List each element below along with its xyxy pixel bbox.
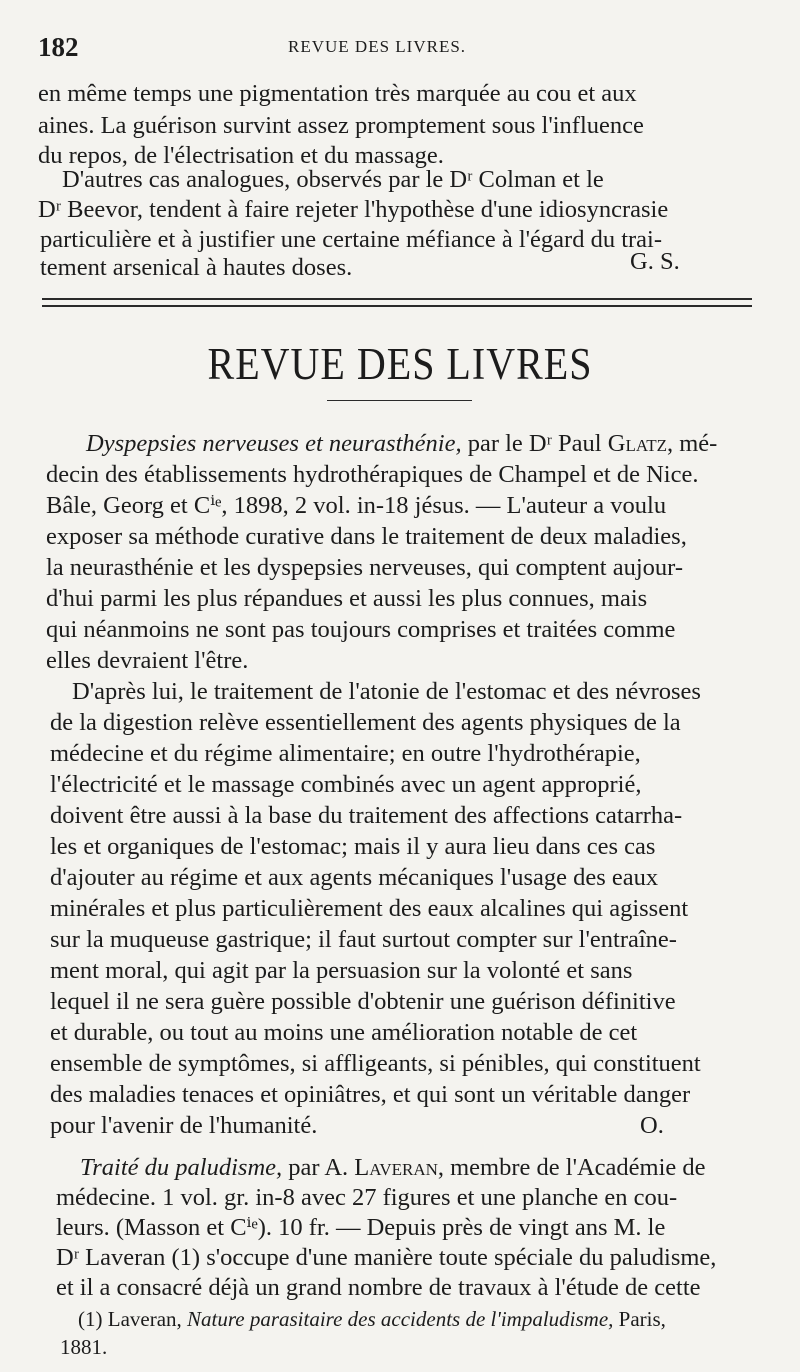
text-line: l'électricité et le massage combinés avec un agent approprié, (50, 771, 642, 798)
text-line: doivent être aussi à la base du traitement des affections catarrha- (50, 802, 683, 829)
text-line: la neurasthénie et les dyspepsies nerveuses, qui comptent aujour- (46, 554, 683, 581)
running-head (38, 30, 758, 60)
text-line: médecine. 1 vol. gr. in-8 avec 27 figures et une planche en cou- (56, 1184, 678, 1211)
text-line: D'autres cas analogues, observés par le Dʳ Colman et le (62, 166, 604, 193)
text-line: d'hui parmi les plus répandues et aussi les plus connues, mais (46, 585, 648, 612)
text-fragment: , membre de l'Académie de (437, 1154, 706, 1181)
text-line: pour l'avenir de l'humanité. (50, 1112, 318, 1139)
text-line: d'ajouter au régime et aux agents mécaniques l'usage des eaux (50, 864, 659, 891)
text-line: en même temps une pigmentation très marquée au cou et aux (38, 80, 637, 107)
text-fragment: , mé- (667, 430, 718, 457)
text-line: sur la muqueuse gastrique; il faut surtout compter sur l'entraîne- (50, 926, 677, 953)
signature: O. (640, 1112, 664, 1139)
review-heading-line (86, 428, 800, 460)
text-line: lequel il ne sera guère possible d'obtenir une guérison définitive (50, 988, 676, 1015)
signature: G. S. (630, 248, 680, 275)
text-line: Dʳ Laveran (1) s'occupe d'une manière toute spéciale du paludisme, (56, 1244, 717, 1271)
text-line: leurs. (Masson et Cⁱᵉ). 10 fr. — Depuis près de vingt ans M. le (56, 1214, 666, 1241)
review-heading-line (80, 1152, 800, 1184)
text-line: des maladies tenaces et opiniâtres, et qui sont un véritable danger (50, 1081, 691, 1108)
section-rule-bottom (42, 305, 752, 307)
text-line: minérales et plus particulièrement des eaux alcalines qui agissent (50, 895, 689, 922)
text-fragment: par A. (282, 1154, 355, 1181)
book-title: Traité du paludisme, (80, 1154, 283, 1181)
text-line: particulière et à justifier une certaine méfiance à l'égard du trai- (40, 226, 663, 253)
footnote-line: 1881. (60, 1335, 108, 1359)
title-underline (327, 400, 472, 401)
text-line: les et organiques de l'estomac; mais il y aura lieu dans ces cas (50, 833, 656, 860)
author-name: Laveran (354, 1154, 438, 1181)
text-line: de la digestion relève essentiellement des agents physiques de la (50, 709, 681, 736)
text-line: Bâle, Georg et Cⁱᵉ, 1898, 2 vol. in-18 jésus. — L'auteur a voulu (46, 492, 667, 519)
page-number: 182 (38, 32, 79, 62)
text-line: elles devraient l'être. (46, 647, 249, 674)
section-title: REVUE DES LIVRES (207, 337, 593, 390)
text-line: tement arsenical à hautes doses. (40, 254, 353, 281)
text-line: et durable, ou tout au moins une amélioration notable de cet (50, 1019, 638, 1046)
text-line: du repos, de l'électrisation et du massage. (38, 142, 444, 169)
author-name: Glatz (607, 430, 667, 457)
footnote-suffix: Paris, (613, 1307, 666, 1331)
footnote-prefix: (1) Laveran, (78, 1307, 188, 1331)
text-line: D'après lui, le traitement de l'atonie de l'estomac et des névroses (72, 678, 701, 705)
footnote-line (78, 1305, 800, 1333)
text-line: aines. La guérison survint assez promptement sous l'influence (38, 112, 644, 139)
text-line: médecine et du régime alimentaire; en outre l'hydrothérapie, (50, 740, 641, 767)
text-line: qui néanmoins ne sont pas toujours comprises et traitées comme (46, 616, 676, 643)
section-rule-top (42, 298, 752, 300)
text-line: et il a consacré déjà un grand nombre de travaux à l'étude de cette (56, 1274, 701, 1301)
text-fragment: par le Dʳ Paul (461, 430, 608, 457)
running-title: REVUE DES LIVRES. (288, 37, 467, 56)
text-line: ensemble de symptômes, si affligeants, si pénibles, qui constituent (50, 1050, 701, 1077)
book-title: Dyspepsies nerveuses et neurasthénie, (86, 430, 462, 457)
text-line: ment moral, qui agit par la persuasion sur la volonté et sans (50, 957, 633, 984)
footnote-title: Nature parasitaire des accidents de l'impaludisme, (187, 1307, 614, 1331)
text-line: Dʳ Beevor, tendent à faire rejeter l'hypothèse d'une idiosyncrasie (38, 196, 669, 223)
text-line: exposer sa méthode curative dans le traitement de deux maladies, (46, 523, 687, 550)
text-line: decin des établissements hydrothérapiques de Champel et de Nice. (46, 461, 699, 488)
